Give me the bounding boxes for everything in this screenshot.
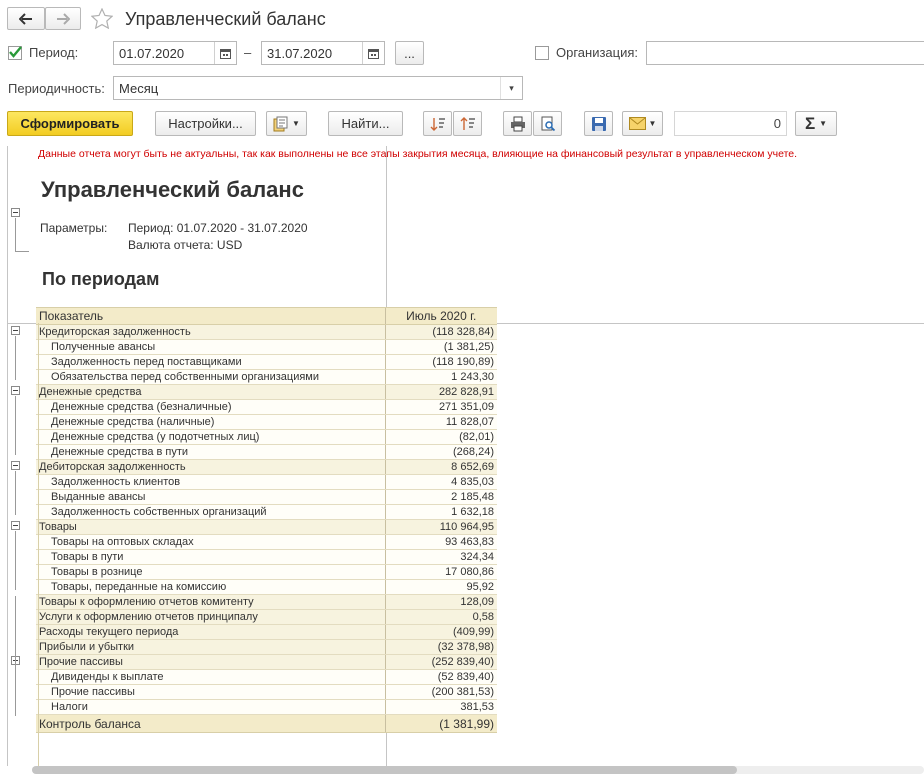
periodicity-select[interactable] (113, 76, 523, 100)
table-row-group[interactable] (36, 385, 497, 400)
row-value: (82,01) (385, 430, 497, 445)
calendar-to-button[interactable] (362, 42, 384, 64)
date-to-field[interactable] (261, 41, 385, 65)
col-period: Июль 2020 г. (385, 308, 497, 325)
row-value: (200 381,53) (385, 685, 497, 700)
table-row-item[interactable] (36, 670, 497, 685)
report-table (36, 307, 497, 733)
row-value: 17 080,86 (385, 565, 497, 580)
period-select-button[interactable]: ... (395, 41, 424, 65)
row-value: 1 632,18 (385, 505, 497, 520)
calendar-from-button[interactable] (214, 42, 236, 64)
sigma-icon: Σ (804, 113, 816, 133)
chevron-down-icon: ▼ (292, 119, 300, 128)
row-value: 324,34 (385, 550, 497, 565)
row-label: Товары к оформлению отчетов комитенту (36, 595, 385, 610)
periodicity-value: Месяц (119, 80, 159, 96)
organization-checkbox[interactable] (535, 46, 549, 60)
row-label: Налоги (36, 700, 385, 715)
row-value: (32 378,98) (385, 640, 497, 655)
table-row-group[interactable] (36, 325, 497, 340)
variant-menu-button[interactable] (266, 111, 307, 136)
table-header (36, 308, 497, 325)
row-value: 4 835,03 (385, 475, 497, 490)
warning-message: Данные отчета могут быть не актуальны, так как выполнены не все этапы закрытия месяца, влияющие на финансовый результат в управленческом учете. (38, 148, 798, 160)
back-button[interactable] (7, 7, 45, 30)
table-row-total[interactable] (36, 715, 497, 733)
collapse-group-icon[interactable] (11, 521, 20, 530)
row-label: Денежные средства (у подотчетных лиц) (36, 430, 385, 445)
table-row-item[interactable] (36, 535, 497, 550)
forward-button[interactable] (45, 7, 81, 30)
table-row-item[interactable] (36, 370, 497, 385)
collapse-group-icon[interactable] (11, 326, 20, 335)
row-label: Денежные средства (наличные) (36, 415, 385, 430)
row-value: 381,53 (385, 700, 497, 715)
window-title: Управленческий баланс (125, 9, 326, 29)
send-email-button[interactable] (622, 111, 663, 136)
table-row-item[interactable] (36, 415, 497, 430)
date-from-value: 01.07.2020 (119, 45, 185, 61)
row-value: 128,09 (385, 595, 497, 610)
row-label: Товары, переданные на комиссию (36, 580, 385, 595)
row-value: 11 828,07 (385, 415, 497, 430)
collapse-group-icon[interactable] (11, 386, 20, 395)
params-label: Параметры: (40, 221, 108, 235)
row-label: Расходы текущего периода (36, 625, 385, 640)
period-checkbox[interactable] (8, 46, 22, 60)
report-title: Управленческий баланс (41, 177, 304, 202)
table-row-group[interactable] (36, 625, 497, 640)
favorite-star-icon[interactable] (91, 8, 113, 32)
report-area (7, 146, 924, 766)
row-label: Прочие пассивы (36, 685, 385, 700)
row-label: Товары в пути (36, 550, 385, 565)
organization-label: Организация: (556, 45, 639, 60)
row-label: Дивиденды к выплате (36, 670, 385, 685)
settings-button[interactable]: Настройки... (155, 111, 256, 136)
table-row-item[interactable] (36, 355, 497, 370)
row-value: (118 190,89) (385, 355, 497, 370)
table-row-item[interactable] (36, 400, 497, 415)
envelope-icon (629, 117, 646, 130)
organization-field[interactable] (646, 41, 924, 65)
collapse-groups-button[interactable] (453, 111, 482, 136)
table-row-item[interactable] (36, 580, 497, 595)
sort-descending-icon (430, 116, 446, 132)
row-value: (118 328,84) (385, 325, 497, 340)
row-label: Прибыли и убытки (36, 640, 385, 655)
col-indicator: Показатель (36, 308, 385, 325)
row-value: (52 839,40) (385, 670, 497, 685)
row-label: Товары (36, 520, 385, 535)
row-label: Задолженность собственных организаций (36, 505, 385, 520)
row-value: 282 828,91 (385, 385, 497, 400)
period-label: Период: (29, 45, 79, 60)
table-row-item[interactable] (36, 565, 497, 580)
calendar-icon (220, 48, 231, 59)
generate-button[interactable]: Сформировать (7, 111, 133, 136)
table-row-group[interactable] (36, 655, 497, 670)
arrow-left-icon (19, 13, 33, 25)
table-row-item[interactable] (36, 505, 497, 520)
row-value: 0,58 (385, 610, 497, 625)
total-label: Контроль баланса (36, 715, 385, 733)
chevron-down-icon: ▼ (819, 119, 828, 128)
table-row-item[interactable] (36, 475, 497, 490)
table-row-item[interactable] (36, 700, 497, 715)
date-from-field[interactable] (113, 41, 237, 65)
arrow-right-icon (56, 13, 70, 25)
table-row-item[interactable] (36, 340, 497, 355)
row-value: 8 652,69 (385, 460, 497, 475)
print-preview-icon (540, 116, 556, 132)
chevron-down-icon: ▼ (648, 119, 657, 128)
row-value: 1 243,30 (385, 370, 497, 385)
params-period: Период: 01.07.2020 - 31.07.2020 (128, 221, 308, 235)
table-row-group[interactable] (36, 610, 497, 625)
row-label: Денежные средства в пути (36, 445, 385, 460)
sort-ascending-icon (460, 116, 476, 132)
row-value: (252 839,40) (385, 655, 497, 670)
calendar-icon (368, 48, 379, 59)
check-icon (8, 45, 22, 59)
row-label: Задолженность клиентов (36, 475, 385, 490)
row-value: 110 964,95 (385, 520, 497, 535)
row-value: (409,99) (385, 625, 497, 640)
row-label: Услуги к оформлению отчетов принципалу (36, 610, 385, 625)
sum-menu-button[interactable] (795, 111, 837, 136)
row-label: Обязательства перед собственными организациями (36, 370, 385, 385)
table-row-group[interactable] (36, 520, 497, 535)
table-row-item[interactable] (36, 550, 497, 565)
row-label: Дебиторская задолженность (36, 460, 385, 475)
row-label: Задолженность перед поставщиками (36, 355, 385, 370)
row-value: 271 351,09 (385, 400, 497, 415)
chevron-down-icon[interactable]: ▾ (500, 77, 522, 99)
floppy-disk-icon (591, 116, 607, 132)
row-label: Денежные средства (36, 385, 385, 400)
sum-field: 0 (674, 111, 787, 136)
row-label: Товары на оптовых складах (36, 535, 385, 550)
scrollbar-thumb[interactable] (32, 766, 737, 774)
row-label: Кредиторская задолженность (36, 325, 385, 340)
preview-button[interactable] (533, 111, 562, 136)
params-currency: Валюта отчета: USD (128, 238, 243, 252)
row-value: (268,24) (385, 445, 497, 460)
row-label: Товары в рознице (36, 565, 385, 580)
table-row-item[interactable] (36, 685, 497, 700)
row-label: Денежные средства (безналичные) (36, 400, 385, 415)
print-button[interactable] (503, 111, 532, 136)
row-value: 95,92 (385, 580, 497, 595)
horizontal-scrollbar[interactable] (32, 766, 924, 774)
table-row-item[interactable] (36, 490, 497, 505)
save-button[interactable] (584, 111, 613, 136)
date-to-value: 31.07.2020 (267, 45, 333, 61)
table-row-item[interactable] (36, 445, 497, 460)
total-value: (1 381,99) (385, 715, 497, 733)
expand-groups-button[interactable] (423, 111, 452, 136)
printer-icon (510, 116, 526, 132)
row-label: Выданные авансы (36, 490, 385, 505)
table-row-group[interactable] (36, 595, 497, 610)
table-row-group[interactable] (36, 460, 497, 475)
table-row-item[interactable] (36, 430, 497, 445)
row-value: (1 381,25) (385, 340, 497, 355)
table-row-group[interactable] (36, 640, 497, 655)
periodicity-label: Периодичность: (8, 81, 105, 96)
find-button[interactable]: Найти... (328, 111, 403, 136)
collapse-header-icon[interactable] (11, 208, 20, 217)
date-dash: – (244, 45, 252, 60)
row-label: Прочие пассивы (36, 655, 385, 670)
row-label: Полученные авансы (36, 340, 385, 355)
section-title: По периодам (42, 269, 160, 289)
collapse-group-icon[interactable] (11, 461, 20, 470)
row-value: 2 185,48 (385, 490, 497, 505)
report-variant-icon (273, 116, 289, 132)
row-value: 93 463,83 (385, 535, 497, 550)
